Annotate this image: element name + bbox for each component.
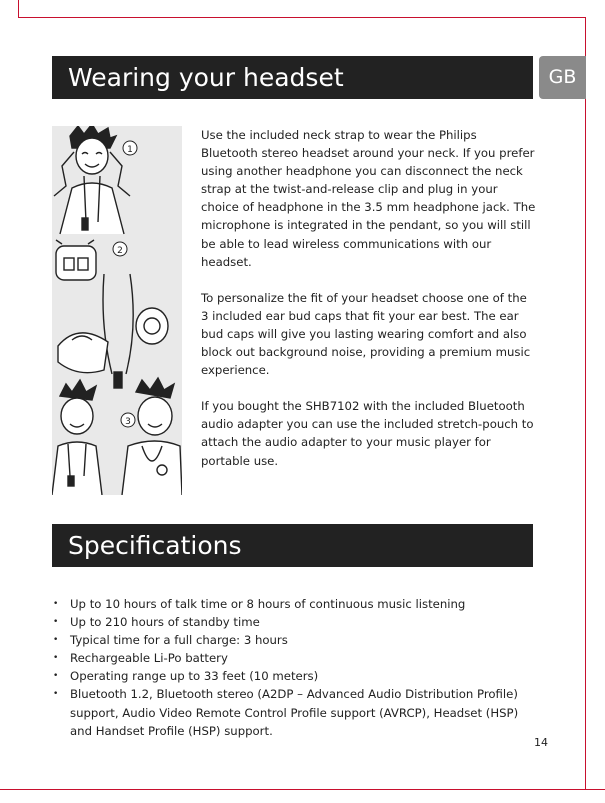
spec-item <box>52 613 532 631</box>
headset-illustration <box>52 126 182 495</box>
language-badge: GB <box>539 56 586 99</box>
bullet-icon: • <box>53 599 59 609</box>
spec-item-text: Operating range up to 33 feet (10 meters) <box>70 669 319 684</box>
spec-item <box>52 667 532 685</box>
specifications-list <box>52 595 532 740</box>
spec-item <box>52 631 532 649</box>
spec-item-text: Up to 10 hours of talk time or 8 hours of continuous music listening <box>70 597 466 611</box>
section-title-wearing: Wearing your headset <box>52 56 533 99</box>
wearing-paragraph-3: If you bought the SHB7102 with the included Bluetooth audio adapter you can use the included stretch-pouch to attach the audio adapter to your music player for portable use. <box>201 399 534 468</box>
step-3-label: 3 <box>125 417 131 427</box>
wearing-paragraph-1: Use the included neck strap to wear the Philips Bluetooth stereo headset around your neck. If you prefer using another headphone you can disconnect the neck strap at the twist-and-release clip and plug in your choice of headphone in the 3.5 mm headphone jack. The microphone is integrated in the pendant, so you will still be able to lead wireless communications with our headset. <box>201 128 536 269</box>
wearing-paragraph-2: To personalize the fit of your headset choose one of the 3 included ear bud caps that fit your ear best. The ear bud caps will give you lasting wearing comfort and also block out background noise, providing a premium music experience. <box>201 290 531 378</box>
spec-item-text: Rechargeable Li-Po battery <box>70 651 228 666</box>
spec-item <box>52 649 532 667</box>
bullet-icon: • <box>53 635 59 646</box>
wearing-body <box>201 126 536 488</box>
frame-rule-right <box>585 17 586 789</box>
frame-rule-bottom <box>0 789 605 790</box>
spec-item-text: Bluetooth 1.2, Bluetooth stereo (A2DP – Advanced Audio Distribution Profile) support, Audio Video Remote Control Profile support (AVRCP), Headset (HSP) and Handset Profile (HSP) support. <box>70 687 519 738</box>
spec-item-text: Up to 210 hours of standby time <box>70 615 260 630</box>
step-2-label: 2 <box>117 246 123 256</box>
page-number: 14 <box>534 736 548 749</box>
bullet-icon: • <box>53 671 59 682</box>
spec-item-text: Typical time for a full charge: 3 hours <box>70 633 288 648</box>
frame-rule-top <box>18 17 586 18</box>
spec-item <box>52 685 532 739</box>
frame-rule-left <box>18 0 19 17</box>
bullet-icon: • <box>53 617 59 628</box>
spec-item <box>52 595 532 613</box>
bullet-icon: • <box>53 689 59 700</box>
step-1-label: 1 <box>127 145 133 155</box>
bullet-icon: • <box>53 653 59 664</box>
section-title-specifications: Specifications <box>52 524 533 567</box>
